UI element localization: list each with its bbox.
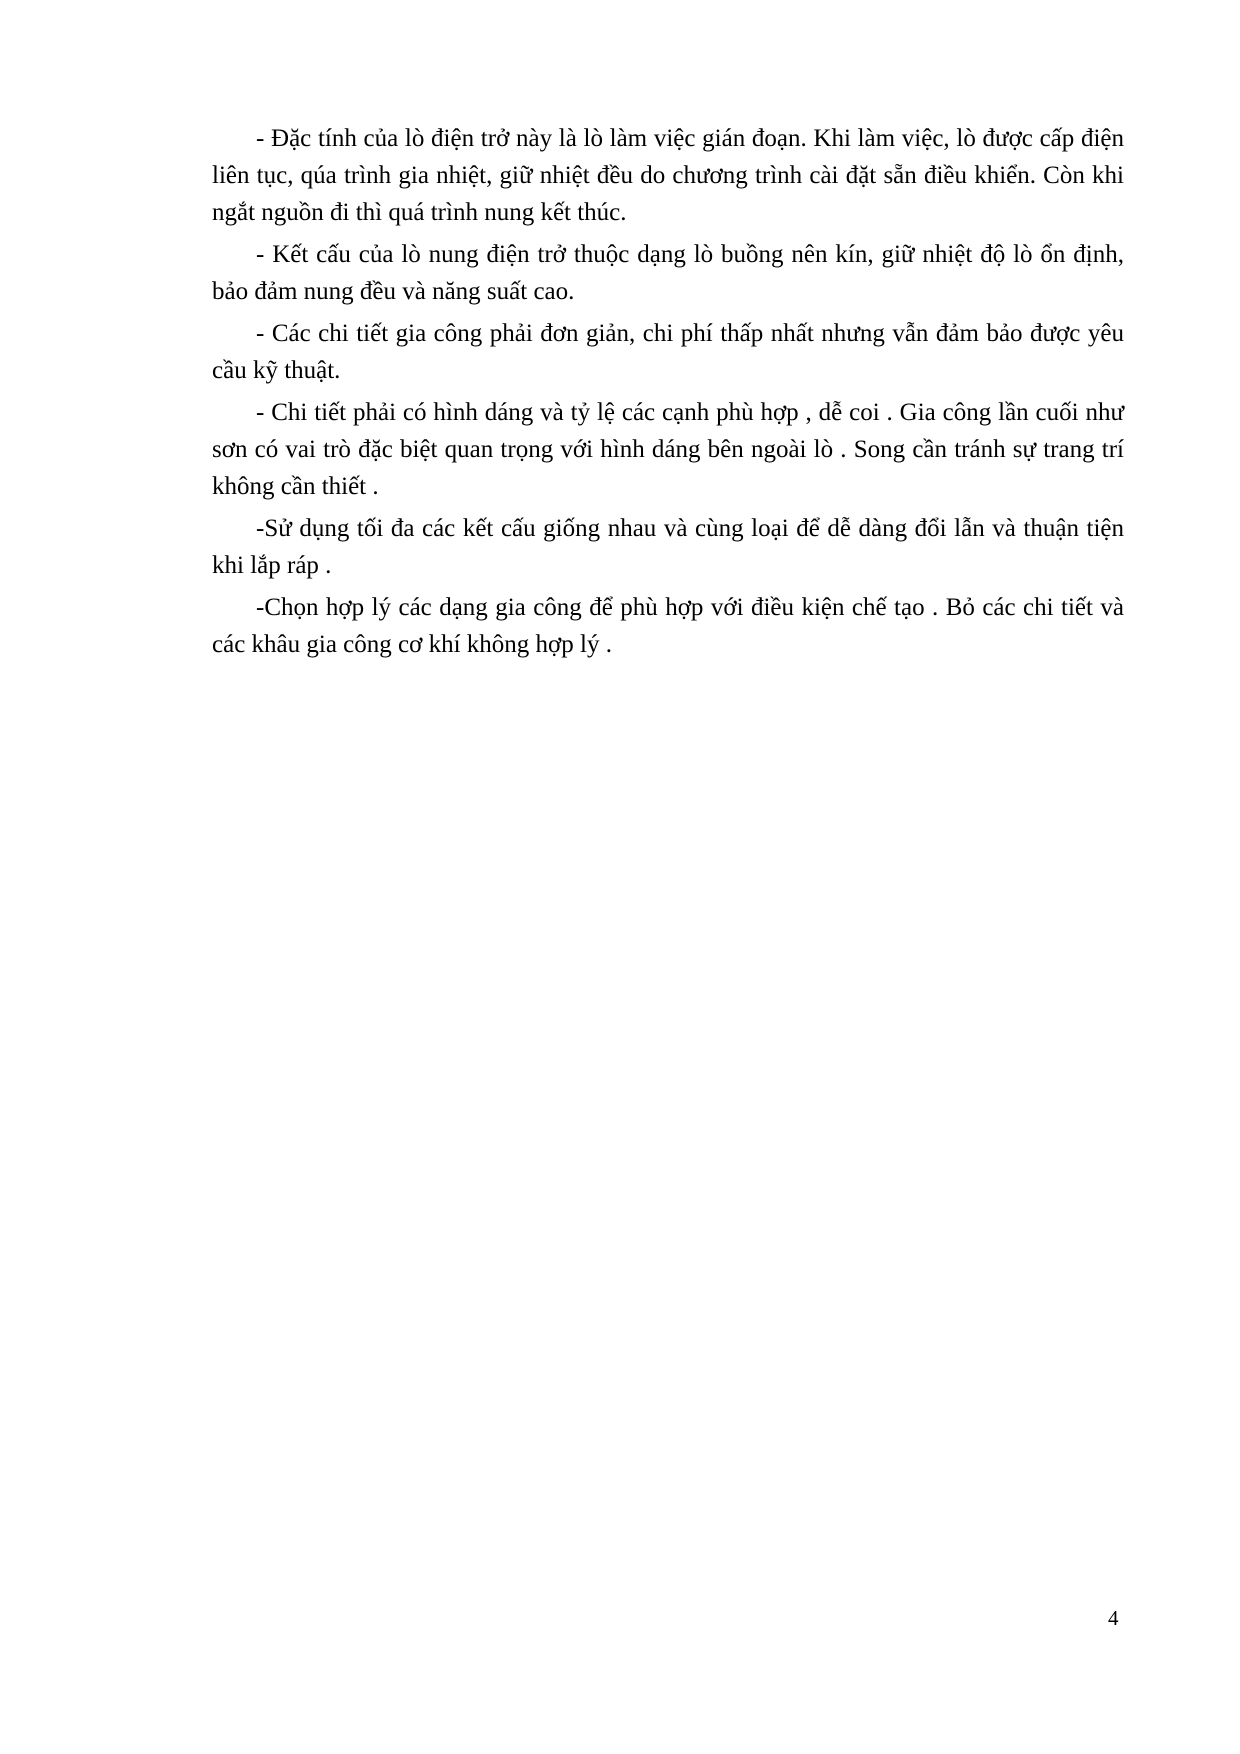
document-body	[212, 120, 1124, 668]
paragraph-standard-structures: -Sử dụng tối đa các kết cấu giống nhau và cùng loại để dễ dàng đổi lẫn và thuận tiện khi lắp ráp .	[212, 515, 1124, 579]
paragraph-heating-characteristics: - Đặc tính của lò điện trở này là lò làm việc gián đoạn. Khi làm việc, lò được cấp điện liên tục, qúa trình gia nhiệt, giữ nhiệt đều do chương trình cài đặt sẵn điều khiển. Còn khi ngắt nguồn đi thì quá trình nung kết thúc.	[212, 125, 1124, 226]
paragraph-machining-choice: -Chọn hợp lý các dạng gia công để phù hợp với điều kiện chế tạo . Bỏ các chi tiết và các khâu gia công cơ khí không hợp lý .	[212, 594, 1124, 658]
paragraph-shape-proportion: - Chi tiết phải có hình dáng và tỷ lệ các cạnh phù hợp , dễ coi . Gia công lần cuối như sơn có vai trò đặc biệt quan trọng với hình dáng bên ngoài lò . Song cần tránh sự trang trí không cần thiết .	[212, 399, 1124, 500]
paragraph-simple-parts: - Các chi tiết gia công phải đơn giản, chi phí thấp nhất nhưng vẫn đảm bảo được yêu cầu kỹ thuật.	[212, 320, 1124, 384]
paragraph-furnace-structure: - Kết cấu của lò nung điện trở thuộc dạng lò buồng nên kín, giữ nhiệt độ lò ổn định, bảo đảm nung đều và năng suất cao.	[212, 241, 1124, 305]
page-number: 4	[1108, 1606, 1119, 1630]
